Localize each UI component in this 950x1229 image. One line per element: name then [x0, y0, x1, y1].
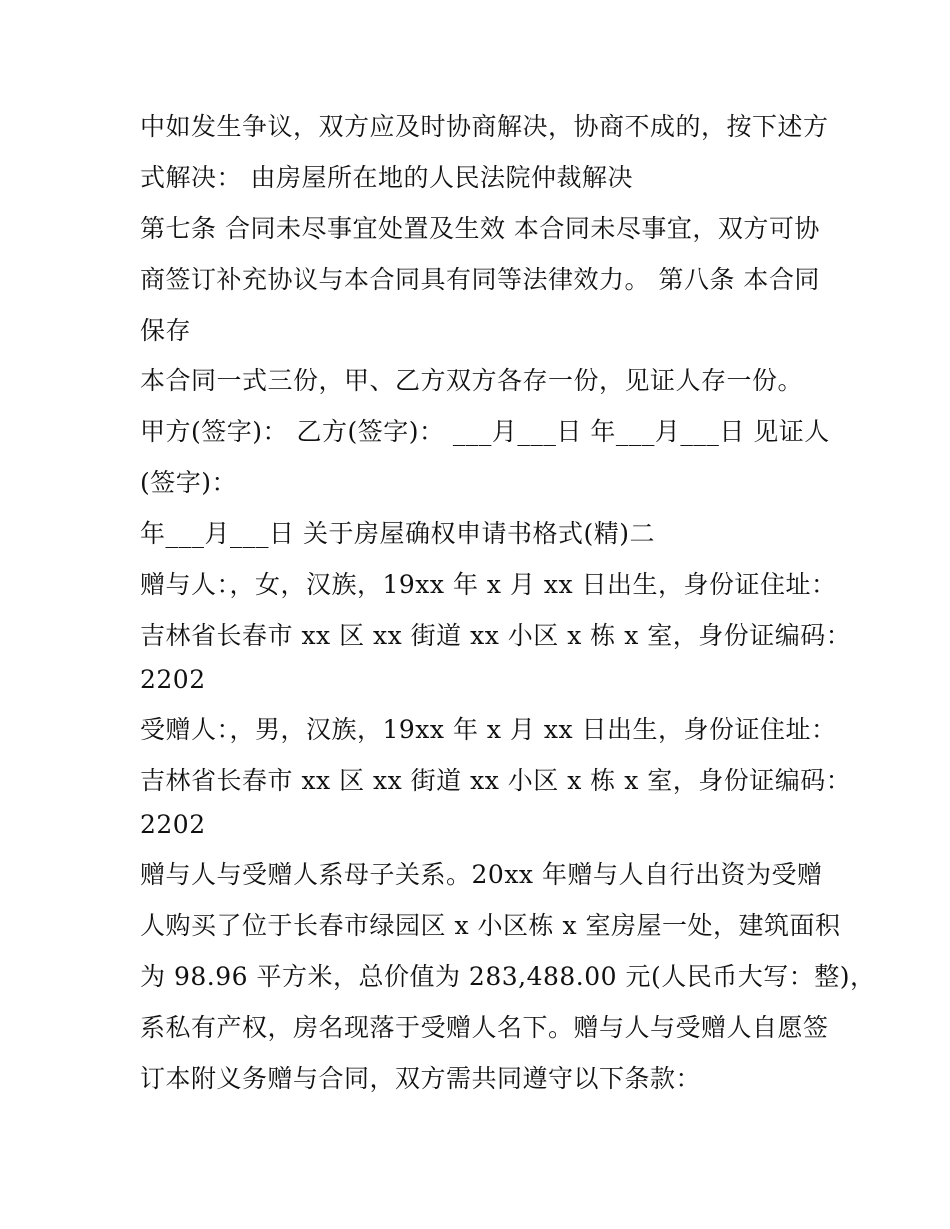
text-line: 商签订补充协议与本合同具有同等法律效力。 第八条 本合同: [140, 265, 820, 294]
text-line: 年___月___日 关于房屋确权申请书格式(精)二: [140, 519, 655, 548]
text-line: 2202: [140, 810, 206, 839]
text-line: 中如发生争议，双方应及时协商解决，协商不成的，按下述方: [140, 112, 829, 141]
text-line: 受赠人：，男，汉族，19xx 年 x 月 xx 日出生，身份证住址：: [140, 715, 837, 744]
text-line: 为 98.96 平方米，总价值为 283,488.00 元(人民币大写：整)，: [140, 962, 876, 991]
text-line: 保存: [140, 316, 192, 345]
text-line: 吉林省长春市 xx 区 xx 街道 xx 小区 x 栋 x 室，身份证编码：: [140, 621, 852, 650]
text-line: 赠与人：，女，汉族，19xx 年 x 月 xx 日出生，身份证住址：: [140, 570, 837, 599]
text-line: 系私有产权，房名现落于受赠人名下。赠与人与受赠人自愿签: [140, 1013, 829, 1042]
text-line: 式解决： 由房屋所在地的人民法院仲裁解决: [140, 163, 633, 192]
text-line: 第七条 合同未尽事宜处置及生效 本合同未尽事宜，双方可协: [140, 214, 820, 243]
text-line: 本合同一式三份，甲、乙方双方各存一份，见证人存一份。: [140, 366, 804, 395]
text-line: 2202: [140, 665, 206, 694]
text-line: 订本附义务赠与合同，双方需共同遵守以下条款：: [140, 1064, 702, 1093]
text-line: 赠与人与受赠人系母子关系。20xx 年赠与人自行出资为受赠: [140, 860, 823, 889]
text-line: 吉林省长春市 xx 区 xx 街道 xx 小区 x 栋 x 室，身份证编码：: [140, 766, 852, 795]
text-line: 人购买了位于长春市绿园区 x 小区栋 x 室房屋一处，建筑面积: [140, 911, 841, 940]
text-line: (签字)：: [140, 468, 238, 497]
text-line: 甲方(签字)： 乙方(签字)： ___月___日 年___月___日 见证人: [140, 417, 830, 446]
